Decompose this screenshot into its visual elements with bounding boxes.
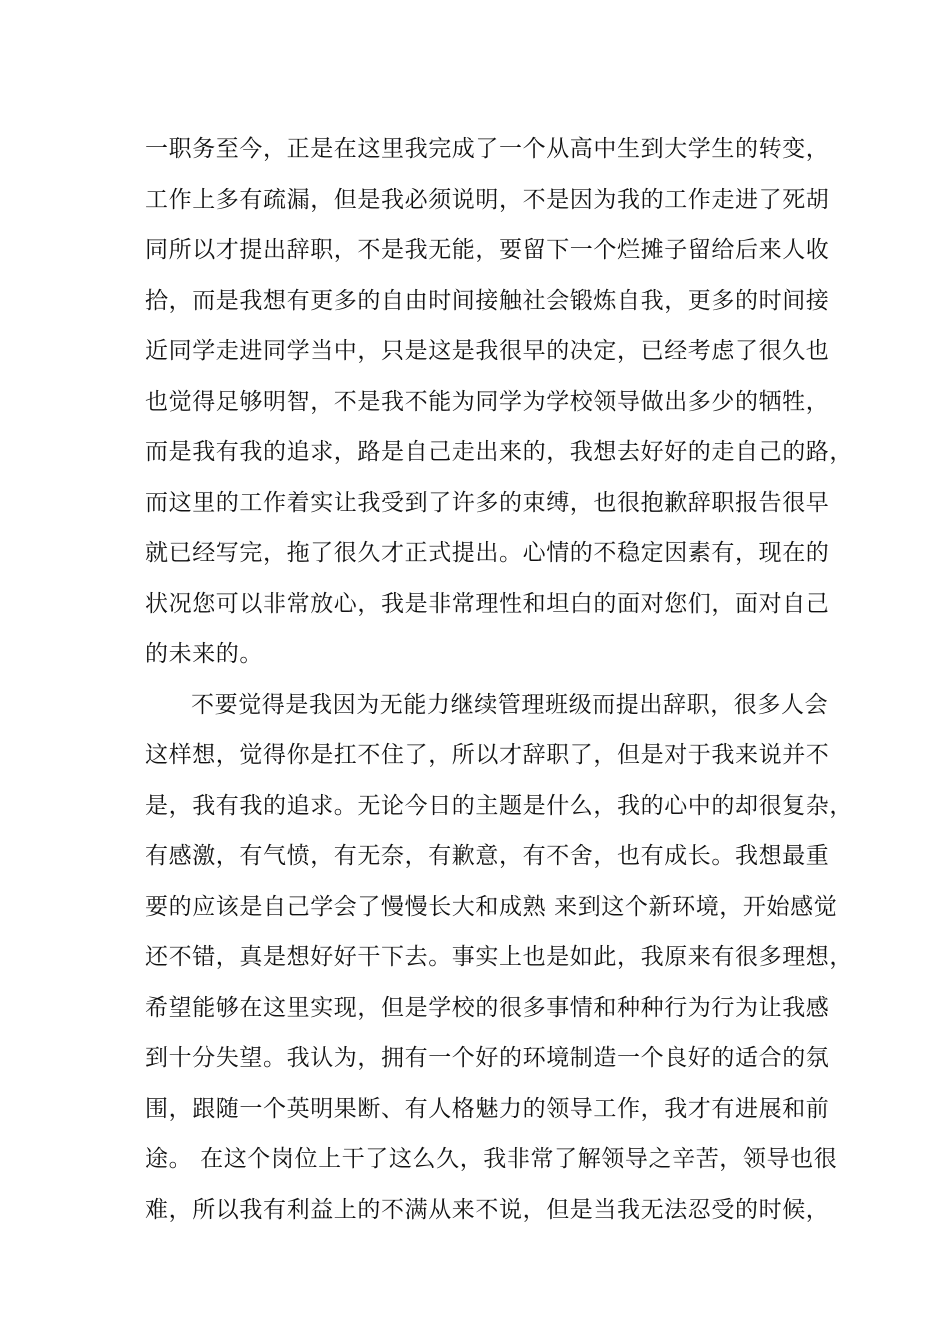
paragraph-2-line-1: 不要觉得是我因为无能力继续管理班级而提出辞职，很多人会: [191, 691, 829, 718]
paragraph-2-line-7: 希望能够在这里实现，但是学校的很多事情和种种行为行为让我感: [145, 994, 830, 1021]
paragraph-1-line-4: 拾，而是我想有更多的自由时间接触社会锻炼自我，更多的时间接: [145, 287, 830, 314]
paragraph-2-line-11: 难，所以我有利益上的不满从来不说，但是当我无法忍受的时候，: [145, 1196, 830, 1223]
paragraph-2-line-6: 还不错，真是想好好干下去。事实上也是如此，我原来有很多理想，: [145, 944, 853, 970]
paragraph-2-line-3: 是，我有我的追求。无论今日的主题是什么，我的心中的却很复杂，: [145, 792, 853, 819]
paragraph-1-line-6: 也觉得足够明智，不是我不能为同学为学校领导做出多少的牺牲，: [145, 388, 830, 415]
paragraph-1-line-11: 的未来的。: [145, 641, 263, 667]
paragraph-1-line-8: 而这里的工作着实让我受到了许多的束缚，也很抱歉辞职报告很早: [145, 489, 830, 516]
paragraph-2-line-9: 围，跟随一个英明果断、有人格魅力的领导工作，我才有进展和前: [145, 1095, 830, 1122]
paragraph-2-line-5: 要的应该是自己学会了慢慢长大和成熟 来到这个新环境，开始感觉: [145, 893, 838, 920]
paragraph-1-line-3: 同所以才提出辞职，不是我无能，要留下一个烂摊子留给后来人收: [145, 237, 830, 263]
paragraph-1-line-9: 就已经写完，拖了很久才正式提出。心情的不稳定因素有，现在的: [145, 540, 830, 566]
paragraph-1-line-2: 工作上多有疏漏，但是我必须说明，不是因为我的工作走进了死胡: [145, 186, 830, 213]
body-text: [145, 124, 853, 1235]
paragraph-2-line-10: 途。 在这个岗位上干了这么久，我非常了解领导之辛苦，领导也很: [145, 1146, 838, 1172]
paragraph-2-line-2: 这样想，觉得你是扛不住了，所以才辞职了，但是对于我来说并不: [145, 742, 830, 768]
paragraph-1-line-7: 而是我有我的追求，路是自己走出来的，我想去好好的走自己的路，: [145, 439, 853, 465]
paragraph-1-line-5: 近同学走进同学当中，只是这是我很早的决定，已经考虑了很久也: [145, 338, 830, 364]
paragraph-2-line-4: 有感激，有气愤，有无奈，有歉意，有不舍，也有成长。我想最重: [145, 843, 830, 869]
paragraph-1-line-1: 一职务至今，正是在这里我完成了一个从高中生到大学生的转变，: [145, 136, 830, 162]
paragraph-1-line-10: 状况您可以非常放心，我是非常理性和坦白的面对您们，面对自己: [145, 590, 830, 617]
paragraph-2-line-8: 到十分失望。我认为，拥有一个好的环境制造一个良好的适合的氛: [145, 1045, 830, 1071]
